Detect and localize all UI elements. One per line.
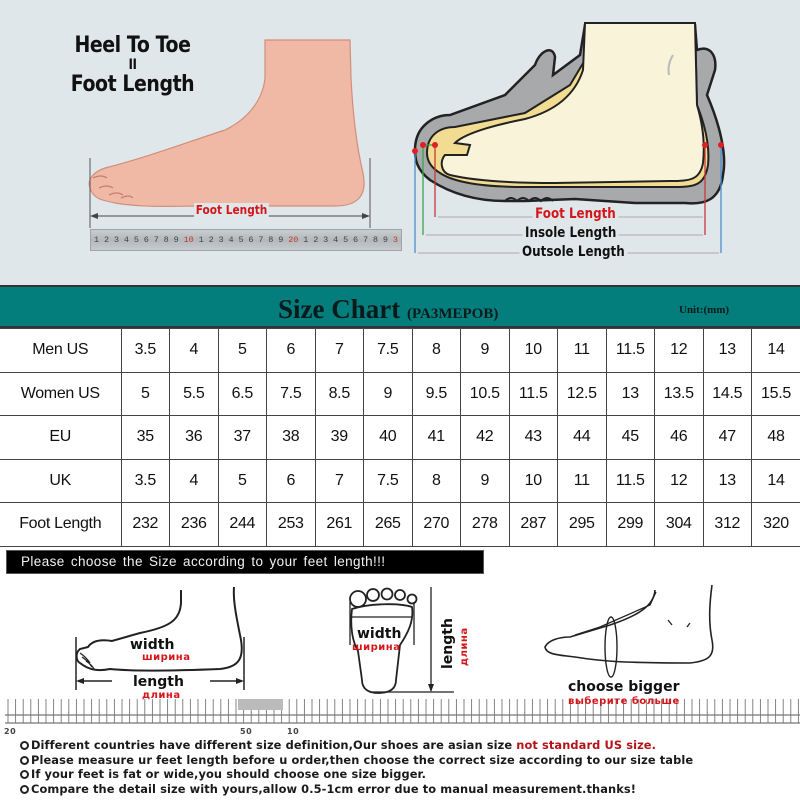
size-cell: 9 bbox=[364, 372, 413, 416]
size-cell: 14.5 bbox=[703, 372, 752, 416]
size-cell: 278 bbox=[461, 503, 510, 547]
size-notes-list bbox=[20, 738, 800, 796]
measuring-guide-diagrams bbox=[0, 575, 800, 740]
size-cell: 320 bbox=[752, 503, 800, 547]
size-cell: 236 bbox=[170, 503, 219, 547]
size-cell: 45 bbox=[606, 416, 655, 460]
size-cell: 13 bbox=[703, 459, 752, 503]
note-text: If your feet is fat or wide,you should choose one size bigger. bbox=[31, 767, 427, 781]
size-table bbox=[0, 328, 800, 547]
diagram3-choose-bigger-ru-label: выберите больше bbox=[568, 696, 680, 707]
diagram1-length-ru-label: длина bbox=[142, 690, 181, 701]
size-cell: 5 bbox=[218, 459, 267, 503]
size-cell: 48 bbox=[752, 416, 800, 460]
size-cell: 14 bbox=[752, 459, 800, 503]
title-equals: II bbox=[128, 57, 137, 73]
size-cell: 46 bbox=[655, 416, 704, 460]
diagram2-width-ru-label: ширина bbox=[352, 642, 401, 653]
size-cell: 10.5 bbox=[461, 372, 510, 416]
size-cell: 35 bbox=[121, 416, 170, 460]
size-cell: 11.5 bbox=[509, 372, 558, 416]
circle-bullet-icon bbox=[20, 770, 29, 779]
size-cell: 287 bbox=[509, 503, 558, 547]
size-cell: 42 bbox=[461, 416, 510, 460]
size-cell: 270 bbox=[412, 503, 461, 547]
size-cell: 11.5 bbox=[606, 329, 655, 373]
table-row bbox=[0, 503, 800, 547]
note-item bbox=[20, 782, 800, 797]
title-line-2: Foot Length bbox=[70, 72, 195, 97]
size-cell: 13.5 bbox=[655, 372, 704, 416]
row-label: UK bbox=[0, 459, 121, 503]
size-cell: 40 bbox=[364, 416, 413, 460]
size-cell: 6 bbox=[267, 329, 316, 373]
size-cell: 7.5 bbox=[267, 372, 316, 416]
insole-length-label: Insole Length bbox=[523, 225, 619, 241]
note-text: Compare the detail size with yours,allow 0.5-1cm error due to manual measurement.thanks! bbox=[31, 781, 637, 796]
size-cell: 7.5 bbox=[364, 329, 413, 373]
size-cell: 43 bbox=[509, 416, 558, 460]
size-cell: 5 bbox=[218, 329, 267, 373]
diagram1-ruler-left: 20 bbox=[4, 727, 17, 736]
row-label: Men US bbox=[0, 329, 121, 373]
size-cell: 7 bbox=[315, 459, 364, 503]
size-cell: 11 bbox=[558, 459, 607, 503]
table-row bbox=[0, 329, 800, 373]
size-cell: 12.5 bbox=[558, 372, 607, 416]
measurement-illustration bbox=[0, 0, 800, 286]
size-cell: 12 bbox=[655, 459, 704, 503]
size-cell: 8 bbox=[412, 329, 461, 373]
size-cell: 44 bbox=[558, 416, 607, 460]
size-chart-header bbox=[0, 287, 800, 328]
circle-bullet-icon bbox=[20, 756, 29, 765]
size-cell: 304 bbox=[655, 503, 704, 547]
circle-bullet-icon bbox=[20, 785, 29, 794]
size-cell: 253 bbox=[267, 503, 316, 547]
size-cell: 12 bbox=[655, 329, 704, 373]
size-cell: 3.5 bbox=[121, 329, 170, 373]
size-cell: 8 bbox=[412, 459, 461, 503]
title-line-1: Heel To Toe bbox=[74, 33, 191, 58]
size-cell: 38 bbox=[267, 416, 316, 460]
size-cell: 9 bbox=[461, 329, 510, 373]
size-cell: 312 bbox=[703, 503, 752, 547]
size-cell: 39 bbox=[315, 416, 364, 460]
size-notice-banner: Please choose the Size according to your feet length!!! bbox=[6, 550, 484, 574]
diagram1-ruler-right: 10 bbox=[287, 727, 300, 736]
size-cell: 41 bbox=[412, 416, 461, 460]
ruler: 1 2 3 4 5 6 7 8 9 10 1 2 3 4 5 6 7 8 9 20 1 2 3 4 5 6 7 8 9 3 bbox=[90, 229, 402, 251]
size-cell: 8.5 bbox=[315, 372, 364, 416]
size-cell: 13 bbox=[703, 329, 752, 373]
size-cell: 10 bbox=[509, 329, 558, 373]
size-cell: 14 bbox=[752, 329, 800, 373]
size-cell: 7 bbox=[315, 329, 364, 373]
size-cell: 36 bbox=[170, 416, 219, 460]
diagram2-length-ru-label: длина bbox=[459, 627, 470, 666]
size-cell: 4 bbox=[170, 329, 219, 373]
size-chart-title-main: Size Chart bbox=[278, 294, 401, 324]
size-cell: 295 bbox=[558, 503, 607, 547]
size-cell: 232 bbox=[121, 503, 170, 547]
row-label: Women US bbox=[0, 372, 121, 416]
table-row bbox=[0, 459, 800, 503]
note-item bbox=[20, 738, 800, 753]
diagram2-width-label: width bbox=[357, 626, 402, 642]
size-cell: 47 bbox=[703, 416, 752, 460]
size-cell: 261 bbox=[315, 503, 364, 547]
diagram1-length-label: length bbox=[133, 674, 184, 690]
size-cell: 15.5 bbox=[752, 372, 800, 416]
size-cell: 4 bbox=[170, 459, 219, 503]
size-cell: 5 bbox=[121, 372, 170, 416]
size-cell: 6.5 bbox=[218, 372, 267, 416]
size-chart bbox=[0, 285, 800, 547]
size-cell: 7.5 bbox=[364, 459, 413, 503]
outsole-length-label: Outsole Length bbox=[520, 244, 628, 260]
table-row bbox=[0, 416, 800, 460]
note-item bbox=[20, 753, 800, 768]
note-item bbox=[20, 767, 800, 782]
bottom-ruler bbox=[5, 715, 800, 723]
size-cell: 10 bbox=[509, 459, 558, 503]
size-cell: 13 bbox=[606, 372, 655, 416]
diagram2-length-label: length bbox=[440, 618, 456, 669]
size-cell: 299 bbox=[606, 503, 655, 547]
size-cell: 11 bbox=[558, 329, 607, 373]
size-chart-title bbox=[278, 294, 498, 325]
circle-bullet-icon bbox=[20, 741, 29, 750]
note-text: Please measure ur feet length before u order,then choose the correct size according to our size table bbox=[31, 752, 694, 767]
size-cell: 244 bbox=[218, 503, 267, 547]
shoe-fit-icon bbox=[545, 585, 713, 677]
shoe-foot-length-label: Foot Length bbox=[533, 206, 619, 222]
size-cell: 9 bbox=[461, 459, 510, 503]
size-cell: 265 bbox=[364, 503, 413, 547]
diagram3-choose-bigger-label: choose bigger bbox=[568, 679, 680, 695]
note-highlight: not standard US size. bbox=[516, 738, 657, 752]
size-cell: 3.5 bbox=[121, 459, 170, 503]
size-chart-title-sub: (PA3MEPOB) bbox=[406, 306, 499, 322]
table-row bbox=[0, 372, 800, 416]
note-text: Different countries have different size definition,Our shoes are asian size bbox=[31, 738, 517, 752]
diagram1-ruler-mid: 50 bbox=[240, 727, 253, 736]
size-cell: 6 bbox=[267, 459, 316, 503]
size-cell: 11.5 bbox=[606, 459, 655, 503]
row-label: EU bbox=[0, 416, 121, 460]
size-cell: 9.5 bbox=[412, 372, 461, 416]
size-cell: 37 bbox=[218, 416, 267, 460]
diagram1-width-ru-label: ширина bbox=[142, 652, 191, 663]
size-chart-unit: Unit:(mm) bbox=[679, 304, 730, 316]
foot-length-label: Foot Length bbox=[195, 203, 268, 217]
size-cell: 5.5 bbox=[170, 372, 219, 416]
diagram1-width-label: width bbox=[130, 637, 175, 653]
row-label: Foot Length bbox=[0, 503, 121, 547]
